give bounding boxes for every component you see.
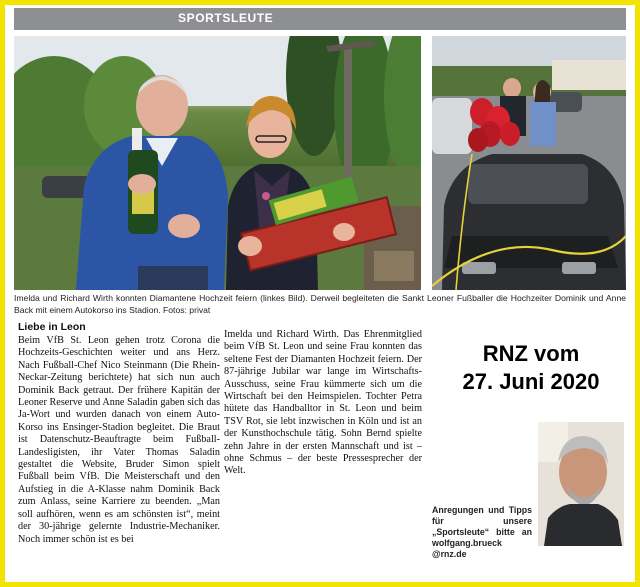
tips-contact-note: Anregungen und Tipps für unsere „Sportsleute“ bitte an wolfgang.brueck @rnz.de — [432, 505, 532, 559]
photo-caption: Imelda und Richard Wirth konnten Diamantene Hochzeit feiern (linkes Bild). Derweil begleiteten die Sankt Leoner Fußballer die Hochzeiter Dominik und Anne Back mit einem Autokorso ins Stadion. Fotos: privat — [14, 293, 626, 315]
wedding-anniversary-photo — [14, 36, 421, 290]
article-column-1 — [18, 335, 220, 546]
autokorso-photo — [432, 36, 626, 290]
section-header-bar — [14, 8, 626, 30]
rnz-date-note — [436, 340, 626, 396]
article-paragraph: Beim VfB St. Leon gehen trotz Corona die Hochzeits-Geschichten weiter und ans Herz. Nach Fußball-Chef Nico Steinmann (Die Rhein-Neckar-Zeitung berichtete) hat sich nun auch Dominik Back getraut. Der frühere Kapitän der Leoner Reserve und Anne Saladin gaben sich das Ja-Wort und wurden danach von einem Auto-Korso ins Ensinger-Stadion begleitet. Die Braut ist Datenschutz-Beauftragte beim Fußball-Landesligisten, ihr Vater Thomas Saladin gestaltet die Website, Bruder Simon spielt Fußball beim VfB. Die Meisterschaft und den Aufstieg in die A-Klasse nahm Dominik Back zum Anlass, seine Karriere zu beenden. „Man soll aufhören, wenn es am schönsten ist“, meint der 30-jährige gelernte Industrie-Mechaniker. Noch immer schön ist es bei — [18, 335, 220, 545]
article-paragraph: Imelda und Richard Wirth. Das Ehrenmitglied beim VfB St. Leon und seine Frau konnten das seltene Fest der Diamanten Hochzeit feiern. Der 87-jährige Jubilar war lange im Wirtschafts-Ausschuss, seine Frau kümmerte sich um die Wirtschaft bei den Heimspielen. Tochter Petra hütete das Handballtor in St. Leon und beim TSV Rot, sie lebt inzwischen in Köln und ist an der Kunsthochschule tätig. Sohn Bernd spielte zehn Jahre in der ersten Mannschaft und ist – ohne Schmus – der beste Pressesprecher der Welt. — [224, 329, 422, 477]
article-title: Liebe in Leon — [18, 321, 86, 333]
rnz-line-2: 27. Juni 2020 — [462, 369, 600, 394]
anniversary-photo-illustration — [14, 36, 421, 290]
author-portrait — [538, 422, 624, 546]
section-label: SPORTSLEUTE — [178, 11, 274, 25]
author-portrait-illustration — [538, 422, 624, 546]
autokorso-photo-illustration — [432, 36, 626, 290]
article-column-2 — [224, 329, 422, 478]
rnz-line-1: RNZ vom — [482, 341, 580, 366]
